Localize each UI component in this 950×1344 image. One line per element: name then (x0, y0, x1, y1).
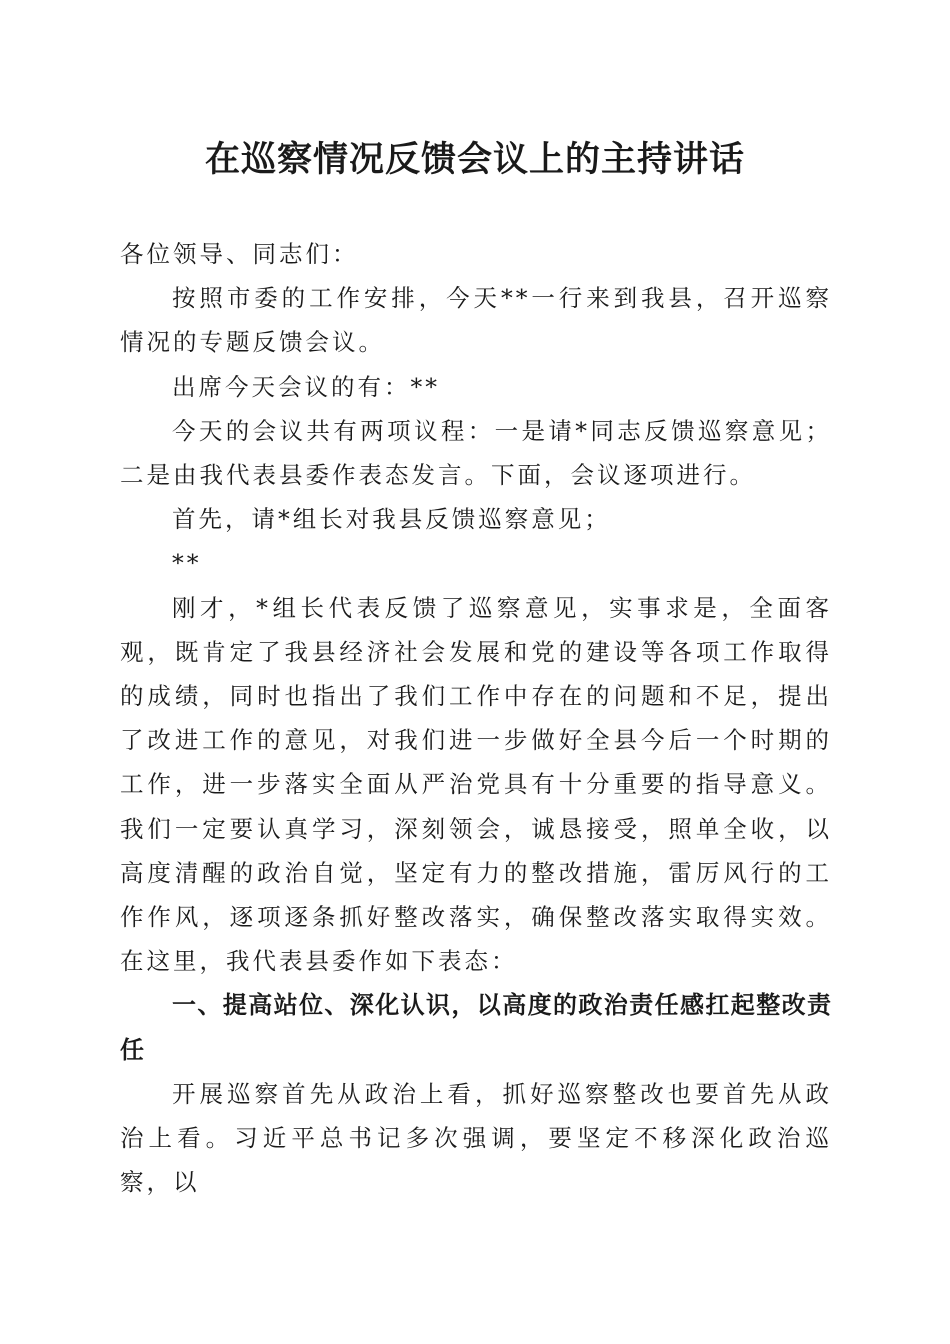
paragraph-agenda: 今天的会议共有两项议程：一是请*同志反馈巡察意见；二是由我代表县委作表态发言。下面，会议逐项进行。 (120, 416, 832, 490)
paragraph-intro: 按照市委的工作安排，今天**一行来到我县，召开巡察情况的专题反馈会议。 (120, 284, 832, 357)
section-heading-1: 一、提高站位、深化认识，以高度的政治责任感扛起整改责任 (120, 991, 832, 1064)
document-title: 在巡察情况反馈会议上的主持讲话 (204, 139, 745, 180)
document-body (120, 232, 832, 1204)
paragraph-section-1: 开展巡察首先从政治上看，抓好巡察整改也要首先从政治上看。习近平总书记多次强调，要坚定不移深化政治巡察，以 (120, 1079, 832, 1197)
paragraph-response: 刚才，*组长代表反馈了巡察意见，实事求是，全面客观，既肯定了我县经济社会发展和党的建设等各项工作取得的成绩，同时也指出了我们工作中存在的问题和不足，提出了改进工作的意见，对我们进一步做好全县今后一个时期的工作，进一步落实全面从严治党具有十分重要的指导意义。我们一定要认真学习，深刻领会，诚恳接受，照单全收，以高度清醒的政治自觉，坚定有力的整改措施，雷厉风行的工作作风，逐项逐条抓好整改落实，确保整改落实取得实效。在这里，我代表县委作如下表态： (120, 593, 832, 976)
paragraph-attendees: 出席今天会议的有：** (172, 372, 440, 401)
paragraph-placeholder: ** (172, 549, 202, 578)
paragraph-first-item: 首先，请*组长对我县反馈巡察意见； (172, 505, 611, 534)
salutation: 各位领导、同志们： (120, 240, 359, 268)
